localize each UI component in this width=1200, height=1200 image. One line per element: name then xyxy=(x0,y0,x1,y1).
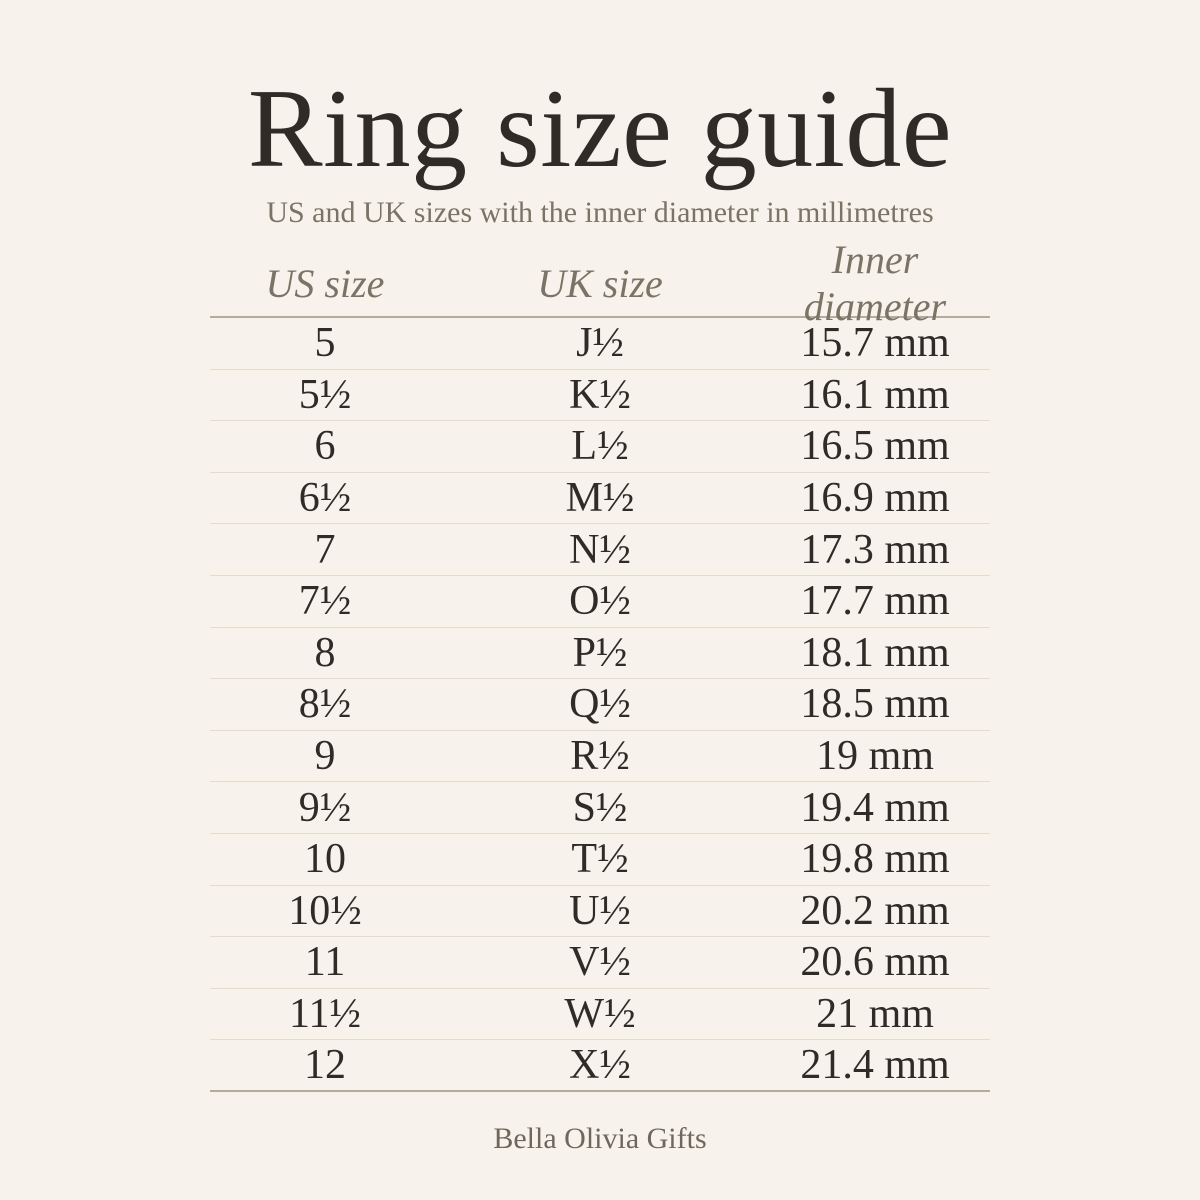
inner-diameter-cell: 16.9 mm xyxy=(800,475,950,522)
uk-size-cell: J½ xyxy=(576,320,624,367)
inner-diameter-cell: 17.3 mm xyxy=(800,526,950,573)
table-row xyxy=(210,1040,990,1092)
table-row xyxy=(210,782,990,834)
us-size-cell: 6½ xyxy=(298,475,352,522)
inner-diameter-cell: 15.7 mm xyxy=(800,320,950,367)
uk-size-cell: U½ xyxy=(569,887,631,934)
us-size-cell: 7½ xyxy=(298,578,352,625)
inner-diameter-cell: 21.4 mm xyxy=(800,1042,950,1089)
uk-size-cell: V½ xyxy=(569,939,631,986)
table-row xyxy=(210,834,990,886)
header-us-size: US size xyxy=(265,260,385,306)
table-row xyxy=(210,318,990,370)
uk-size-cell: W½ xyxy=(564,991,636,1038)
uk-size-cell: X½ xyxy=(569,1042,631,1089)
inner-diameter-cell: 19.8 mm xyxy=(800,836,950,883)
table-row xyxy=(210,473,990,525)
table-row xyxy=(210,421,990,473)
table-row xyxy=(210,886,990,938)
page-title: Ring size guide xyxy=(247,67,953,191)
us-size-cell: 10 xyxy=(304,836,346,883)
table-row xyxy=(210,989,990,1041)
uk-size-cell: K½ xyxy=(569,371,631,418)
us-size-cell: 8½ xyxy=(298,681,352,728)
inner-diameter-cell: 17.7 mm xyxy=(800,578,950,625)
us-size-cell: 6 xyxy=(314,423,336,470)
us-size-cell: 9 xyxy=(314,733,336,780)
inner-diameter-cell: 19.4 mm xyxy=(800,784,950,831)
us-size-cell: 10½ xyxy=(288,887,362,934)
uk-size-cell: P½ xyxy=(572,629,628,676)
table-row xyxy=(210,731,990,783)
us-size-cell: 12 xyxy=(304,1042,346,1089)
us-size-cell: 5 xyxy=(314,320,336,367)
us-size-cell: 9½ xyxy=(298,784,352,831)
uk-size-cell: M½ xyxy=(565,475,635,522)
uk-size-cell: T½ xyxy=(571,836,629,883)
page-subtitle: US and UK sizes with the inner diameter in millimetres xyxy=(266,196,934,229)
us-size-cell: 5½ xyxy=(298,371,352,418)
inner-diameter-cell: 20.2 mm xyxy=(800,887,950,934)
header-uk-size: UK size xyxy=(537,260,663,306)
us-size-cell: 7 xyxy=(314,526,336,573)
table-row xyxy=(210,370,990,422)
uk-size-cell: L½ xyxy=(571,423,629,470)
uk-size-cell: O½ xyxy=(569,578,631,625)
inner-diameter-cell: 18.1 mm xyxy=(800,629,950,676)
header-inner-diameter: Inner diameter xyxy=(803,237,947,329)
table-header-row xyxy=(210,237,990,329)
us-size-cell: 11 xyxy=(304,939,346,986)
inner-diameter-cell: 21 mm xyxy=(816,991,934,1038)
uk-size-cell: R½ xyxy=(570,733,630,780)
us-size-cell: 11½ xyxy=(289,991,361,1038)
table-row xyxy=(210,576,990,628)
inner-diameter-cell: 19 mm xyxy=(816,733,934,780)
inner-diameter-cell: 20.6 mm xyxy=(800,939,950,986)
us-size-cell: 8 xyxy=(314,629,336,676)
table-row xyxy=(210,937,990,989)
table-row xyxy=(210,524,990,576)
table-body xyxy=(210,318,990,1092)
uk-size-cell: N½ xyxy=(569,526,631,573)
uk-size-cell: Q½ xyxy=(569,681,631,728)
table-row xyxy=(210,679,990,731)
brand-footer: Bella Olivia Gifts xyxy=(493,1122,707,1155)
uk-size-cell: S½ xyxy=(572,784,628,831)
inner-diameter-cell: 18.5 mm xyxy=(800,681,950,728)
inner-diameter-cell: 16.5 mm xyxy=(800,423,950,470)
inner-diameter-cell: 16.1 mm xyxy=(800,371,950,418)
table-row xyxy=(210,628,990,680)
ring-size-table xyxy=(210,237,990,1092)
